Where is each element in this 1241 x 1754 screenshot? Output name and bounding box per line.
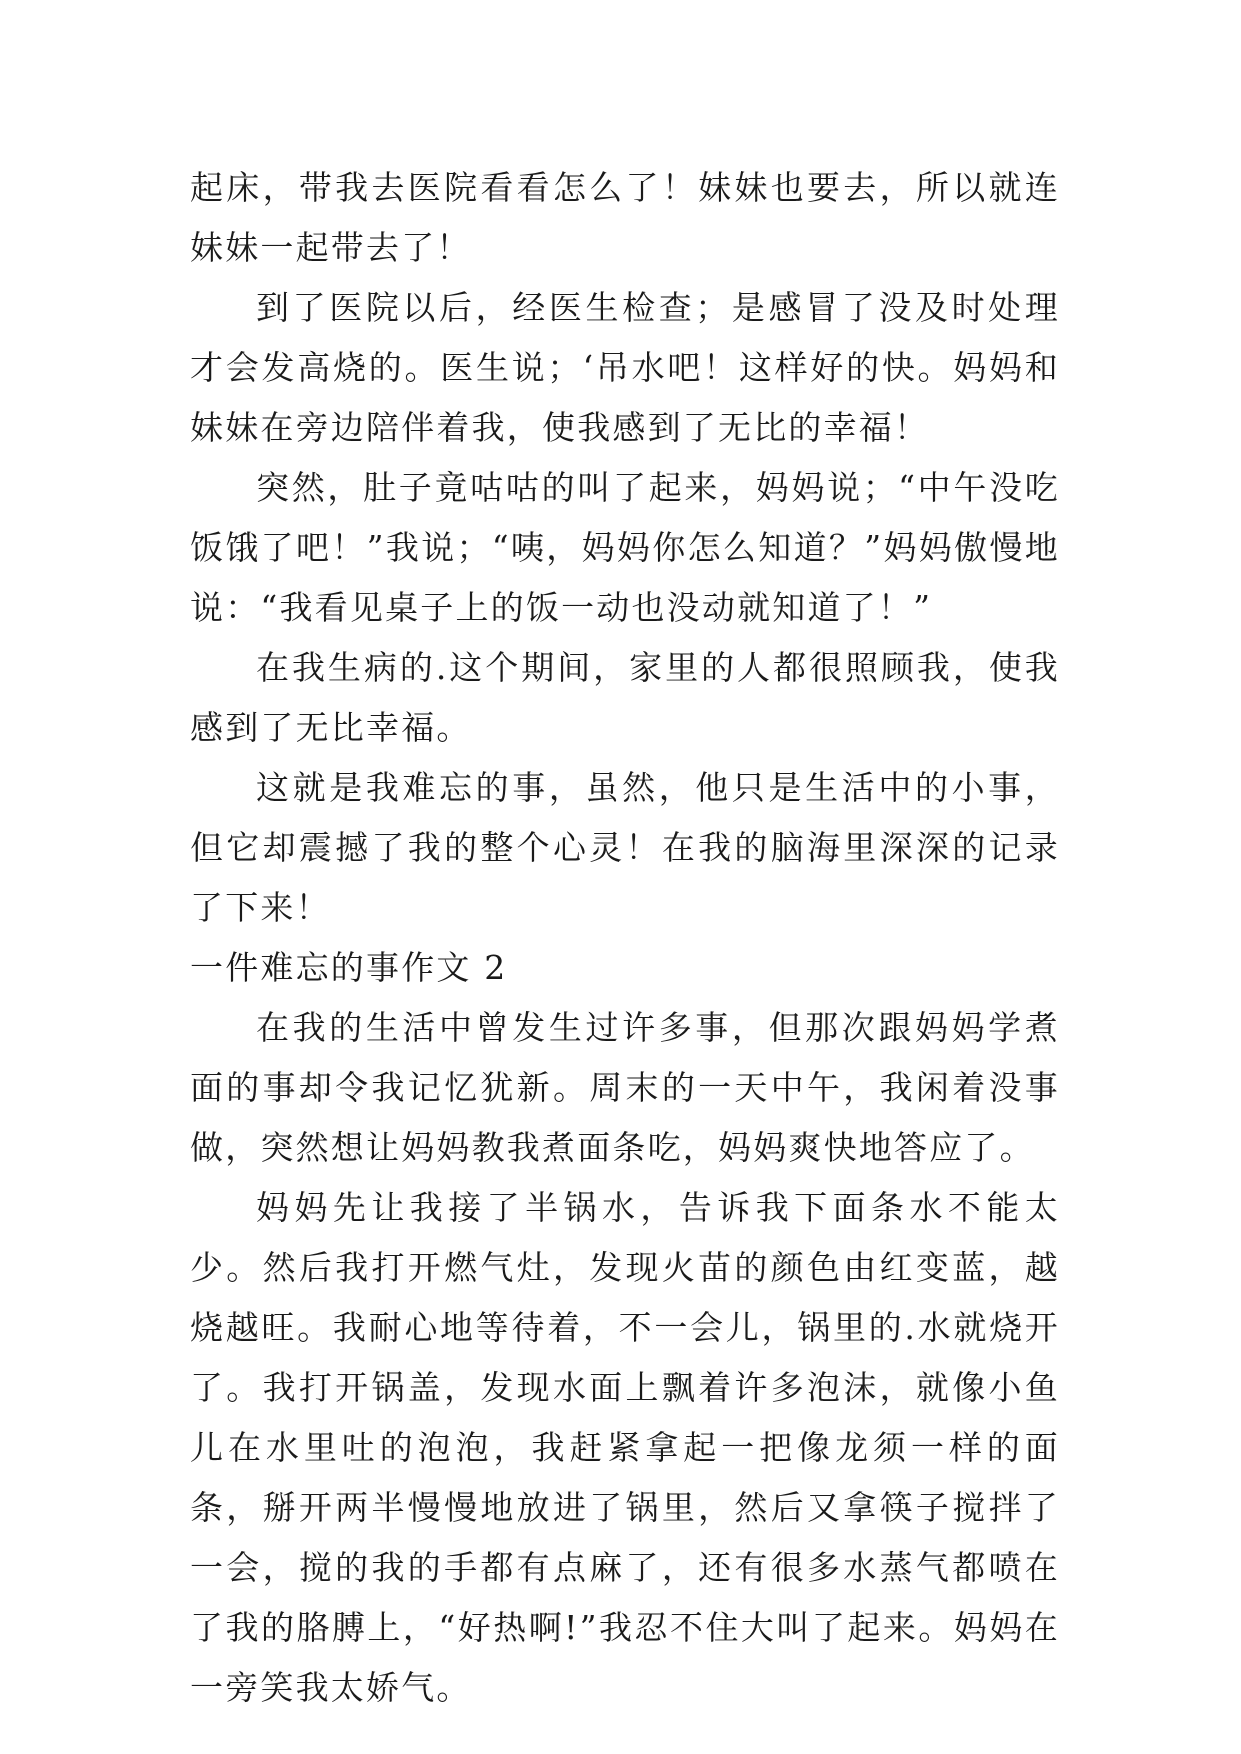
- paragraph-conclusion: 这就是我难忘的事，虽然，他只是生活中的小事，但它却震撼了我的整个心灵！在我的脑海里深深的记录了下来！: [190, 768, 1060, 927]
- paragraph-hungry: 突然，肚子竟咕咕的叫了起来，妈妈说；“中午没吃饭饿了吧！”我说；“咦，妈妈你怎么知道？”妈妈傲慢地说：“我看见桌子上的饭一动也没动就知道了！”: [190, 468, 1060, 627]
- paragraph-hospital: 到了医院以后，经医生检查；是感冒了没及时处理才会发高烧的。医生说；‘吊水吧！这样好的快。妈妈和妹妹在旁边陪伴着我，使我感到了无比的幸福！: [190, 288, 1060, 447]
- paragraph-cooking: 妈妈先让我接了半锅水，告诉我下面条水不能太少。然后我打开燃气灶，发现火苗的颜色由红变蓝，越烧越旺。我耐心地等待着，不一会儿，锅里的.水就烧开了。我打开锅盖，发现水面上飘着许多泡沫，就像小鱼儿在水里吐的泡泡，我赶紧拿起一把像龙须一样的面条，掰开两半慢慢地放进了锅里，然后又拿筷子搅拌了一会，搅的我的手都有点麻了，还有很多水蒸气都喷在了我的胳膊上，“好热啊!”我忍不住大叫了起来。妈妈在一旁笑我太娇气。: [190, 1188, 1060, 1707]
- section-title: 一件难忘的事作文 2: [190, 948, 508, 987]
- paragraph-continuation: 起床，带我去医院看看怎么了！妹妹也要去，所以就连妹妹一起带去了！: [190, 168, 1060, 267]
- paragraph-intro-noodles: 在我的生活中曾发生过许多事，但那次跟妈妈学煮面的事却令我记忆犹新。周末的一天中午，我闲着没事做，突然想让妈妈教我煮面条吃，妈妈爽快地答应了。: [190, 1008, 1060, 1167]
- document-body: [190, 158, 1060, 1718]
- paragraph-care: 在我生病的.这个期间，家里的人都很照顾我，使我感到了无比幸福。: [190, 648, 1060, 747]
